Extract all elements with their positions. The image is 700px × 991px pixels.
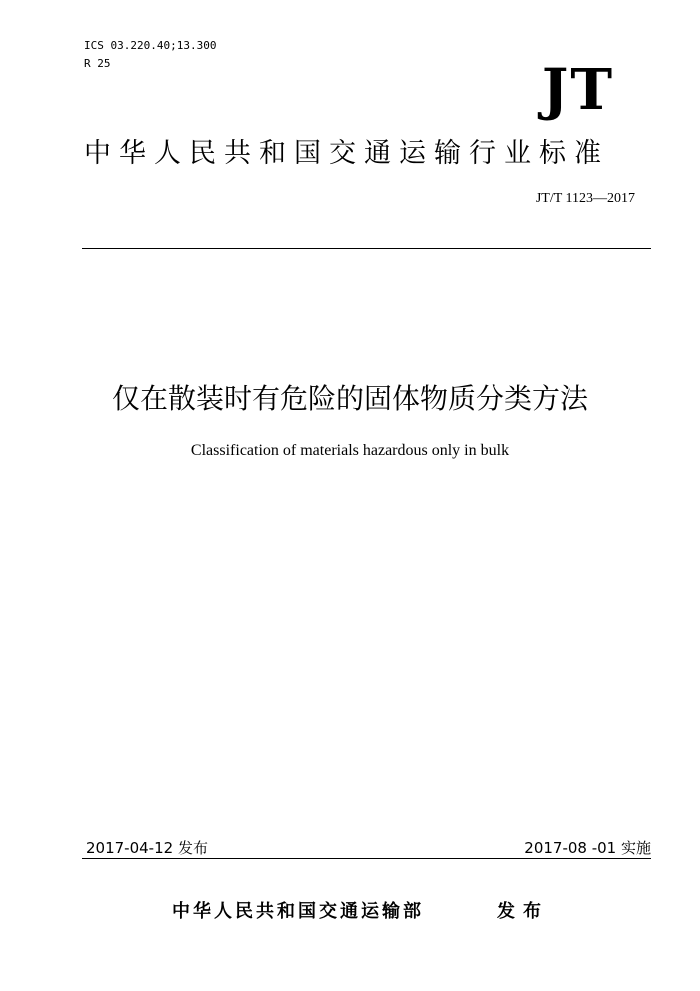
standard-logo: JT xyxy=(541,57,614,123)
ics-code: ICS 03.220.40;13.300 xyxy=(84,39,217,52)
top-divider xyxy=(82,248,651,249)
document-title-english: Classification of materials hazardous only in bulk xyxy=(190,442,510,459)
publisher-name: 中华人民共和国交通运输部 xyxy=(172,901,424,922)
implementation-date: 2017-08 -01 实施 xyxy=(524,839,651,857)
document-title-chinese: 仅在散装时有危险的固体物质分类方法 xyxy=(111,382,588,415)
standard-number: JT/T 1123—2017 xyxy=(535,191,635,206)
ccs-code: R 25 xyxy=(84,57,111,70)
bottom-divider xyxy=(82,858,651,859)
publish-label: 发布 xyxy=(497,901,549,922)
issue-date: 2017-04-12 发布 xyxy=(86,839,208,857)
standard-organization: 中华人民共和国交通运输行业标准 xyxy=(84,138,609,169)
